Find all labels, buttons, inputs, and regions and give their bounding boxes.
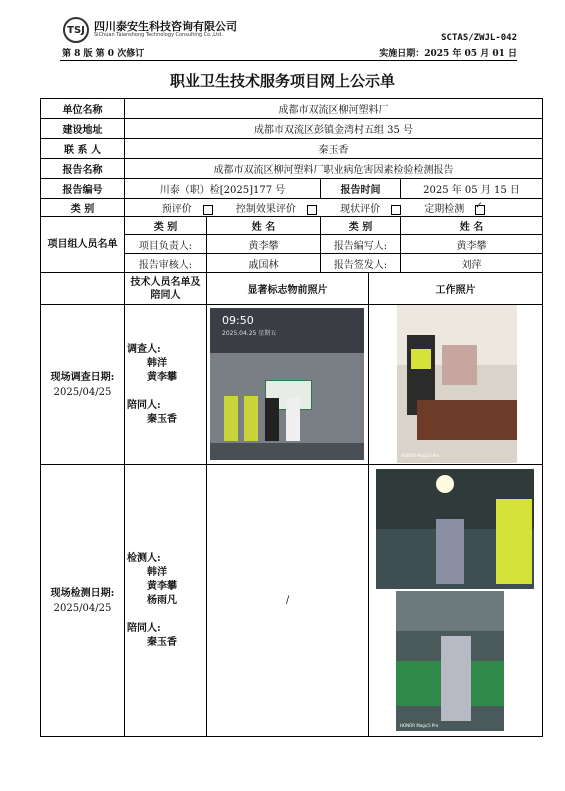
row-site-header bbox=[41, 273, 543, 305]
report-issuer-label: 报告签发人: bbox=[321, 254, 401, 273]
address-label: 建设地址 bbox=[41, 119, 125, 139]
escort-label: 陪同人: bbox=[127, 399, 161, 411]
team-group-label: 项目组人员名单 bbox=[41, 217, 125, 273]
detect-date: 2025/04/25 bbox=[53, 602, 112, 614]
row-category bbox=[41, 199, 543, 217]
report-writer-label: 报告编写人: bbox=[321, 235, 401, 254]
photo-roof bbox=[396, 591, 504, 631]
staff-col-header: 技术人员名单及陪同人 bbox=[125, 273, 207, 305]
person-figure-icon bbox=[244, 396, 258, 441]
category-options bbox=[125, 199, 543, 217]
survey-staff-cell bbox=[125, 305, 207, 465]
detect-date-label: 现场检测日期: bbox=[50, 587, 115, 599]
address-value: 成都市双流区彭镇金湾村五组 35 号 bbox=[125, 119, 543, 139]
row-survey bbox=[41, 305, 543, 465]
team-col-type-b: 类 别 bbox=[321, 217, 401, 235]
checkbox-icon[interactable] bbox=[307, 205, 317, 215]
row-unit bbox=[41, 99, 543, 119]
row-report-no bbox=[41, 179, 543, 199]
person-figure-icon bbox=[286, 398, 300, 441]
sign-photo-col-header: 显著标志物前照片 bbox=[207, 273, 369, 305]
detect-date-cell bbox=[41, 465, 125, 737]
camera-watermark: HONOR Magic5 Pro bbox=[400, 723, 439, 728]
report-writer-name: 黄李攀 bbox=[401, 235, 543, 254]
company-logo bbox=[63, 17, 89, 43]
report-reviewer-label: 报告审核人: bbox=[125, 254, 207, 273]
page-title: 职业卫生技术服务项目网上公示单 bbox=[169, 72, 395, 90]
document-code: SCTAS/ZWJL-042 bbox=[441, 33, 517, 43]
row-report-name bbox=[41, 159, 543, 179]
category-option-periodic-test[interactable]: 定期检测✓ bbox=[424, 204, 495, 215]
report-issuer-name: 刘萍 bbox=[401, 254, 543, 273]
team-col-name-b: 姓 名 bbox=[401, 217, 543, 235]
report-no-label: 报告编号 bbox=[41, 179, 125, 199]
detector-name: 杨雨凡 bbox=[147, 594, 177, 606]
photo-ground bbox=[210, 443, 364, 460]
contact-value: 秦玉香 bbox=[125, 139, 543, 159]
detect-sign-photo-cell: / bbox=[207, 465, 369, 737]
escort-name: 秦玉香 bbox=[147, 413, 177, 425]
safety-vest-icon bbox=[496, 499, 532, 584]
person-figure-icon bbox=[265, 398, 279, 441]
category-option-status-eval[interactable]: 现状评价 bbox=[340, 204, 411, 215]
work-photo-col-header: 工作照片 bbox=[369, 273, 543, 305]
category-label: 类 别 bbox=[41, 199, 125, 217]
company-name: 四川泰安生科技咨询有限公司 bbox=[94, 20, 237, 33]
checkbox-checked-icon[interactable] bbox=[475, 205, 485, 215]
report-name-label: 报告名称 bbox=[41, 159, 125, 179]
survey-date: 2025/04/25 bbox=[53, 386, 112, 398]
survey-work-photo-cell bbox=[369, 305, 543, 465]
project-leader-name: 黄李攀 bbox=[207, 235, 321, 254]
disclosure-table bbox=[40, 98, 543, 737]
survey-sign-photo-cell bbox=[207, 305, 369, 465]
checkbox-icon[interactable] bbox=[203, 205, 213, 215]
category-option-control-eval[interactable]: 控制效果评价 bbox=[236, 204, 327, 215]
photo-time-stamp: 09:50 bbox=[222, 314, 254, 327]
report-reviewer-name: 戚国林 bbox=[207, 254, 321, 273]
work-photo-survey bbox=[397, 305, 517, 463]
report-name-value: 成都市双流区柳河塑料厂职业病危害因素检验检测报告 bbox=[125, 159, 543, 179]
project-leader-label: 项目负责人: bbox=[125, 235, 207, 254]
photo-date-stamp: 2025.04.25 星期五 bbox=[222, 330, 277, 337]
investigator-name: 黄李攀 bbox=[147, 371, 177, 383]
person-figure-icon bbox=[436, 519, 464, 584]
person-figure-icon bbox=[441, 636, 471, 721]
report-no-value: 川泰（职）检[2025]177 号 bbox=[125, 179, 321, 199]
empty-cell bbox=[41, 273, 125, 305]
safety-vest-icon bbox=[411, 349, 431, 369]
contact-label: 联 系 人 bbox=[41, 139, 125, 159]
detect-staff-cell bbox=[125, 465, 207, 737]
effective-date: 实施日期：2025 年 05 月 01 日 bbox=[379, 49, 517, 59]
row-address bbox=[41, 119, 543, 139]
person-figure-icon bbox=[224, 396, 238, 441]
header-divider bbox=[60, 60, 517, 61]
investigator-name: 韩洋 bbox=[147, 357, 167, 369]
lamp-icon bbox=[436, 475, 454, 493]
escort-label: 陪同人: bbox=[127, 622, 161, 634]
escort-name: 秦玉香 bbox=[147, 636, 177, 648]
row-team-header bbox=[41, 217, 543, 235]
company-name-en: SiChuan Taianshong Technology Consulting Co.,Ltd. bbox=[94, 32, 223, 38]
sign-photo bbox=[210, 308, 364, 460]
person-figure-icon bbox=[442, 345, 477, 385]
survey-date-label: 现场调查日期: bbox=[50, 371, 115, 383]
camera-watermark: HONOR Magic5 Pro bbox=[401, 453, 440, 458]
row-detect bbox=[41, 465, 543, 737]
report-time-label: 报告时间 bbox=[321, 179, 401, 199]
detector-label: 检测人: bbox=[127, 552, 161, 564]
detect-work-photo-cell bbox=[369, 465, 543, 737]
detector-name: 韩洋 bbox=[147, 566, 167, 578]
work-photo-detect-1 bbox=[376, 469, 534, 589]
team-col-type-a: 类 别 bbox=[125, 217, 207, 235]
work-photo-detect-2 bbox=[396, 591, 504, 731]
logo-mark: TSJ bbox=[67, 24, 85, 36]
version-info: 第 8 版 第 0 次修订 bbox=[62, 49, 145, 59]
row-contact bbox=[41, 139, 543, 159]
desk-icon bbox=[417, 400, 517, 440]
team-col-name-a: 姓 名 bbox=[207, 217, 321, 235]
unit-label: 单位名称 bbox=[41, 99, 125, 119]
checkbox-icon[interactable] bbox=[391, 205, 401, 215]
detector-name: 黄李攀 bbox=[147, 580, 177, 592]
category-option-pre-eval[interactable]: 预评价 bbox=[162, 204, 223, 215]
survey-date-cell bbox=[41, 305, 125, 465]
report-time-value: 2025 年 05 月 15 日 bbox=[401, 179, 543, 199]
unit-value: 成都市双流区柳河塑料厂 bbox=[125, 99, 543, 119]
investigator-label: 调查人: bbox=[127, 343, 161, 355]
